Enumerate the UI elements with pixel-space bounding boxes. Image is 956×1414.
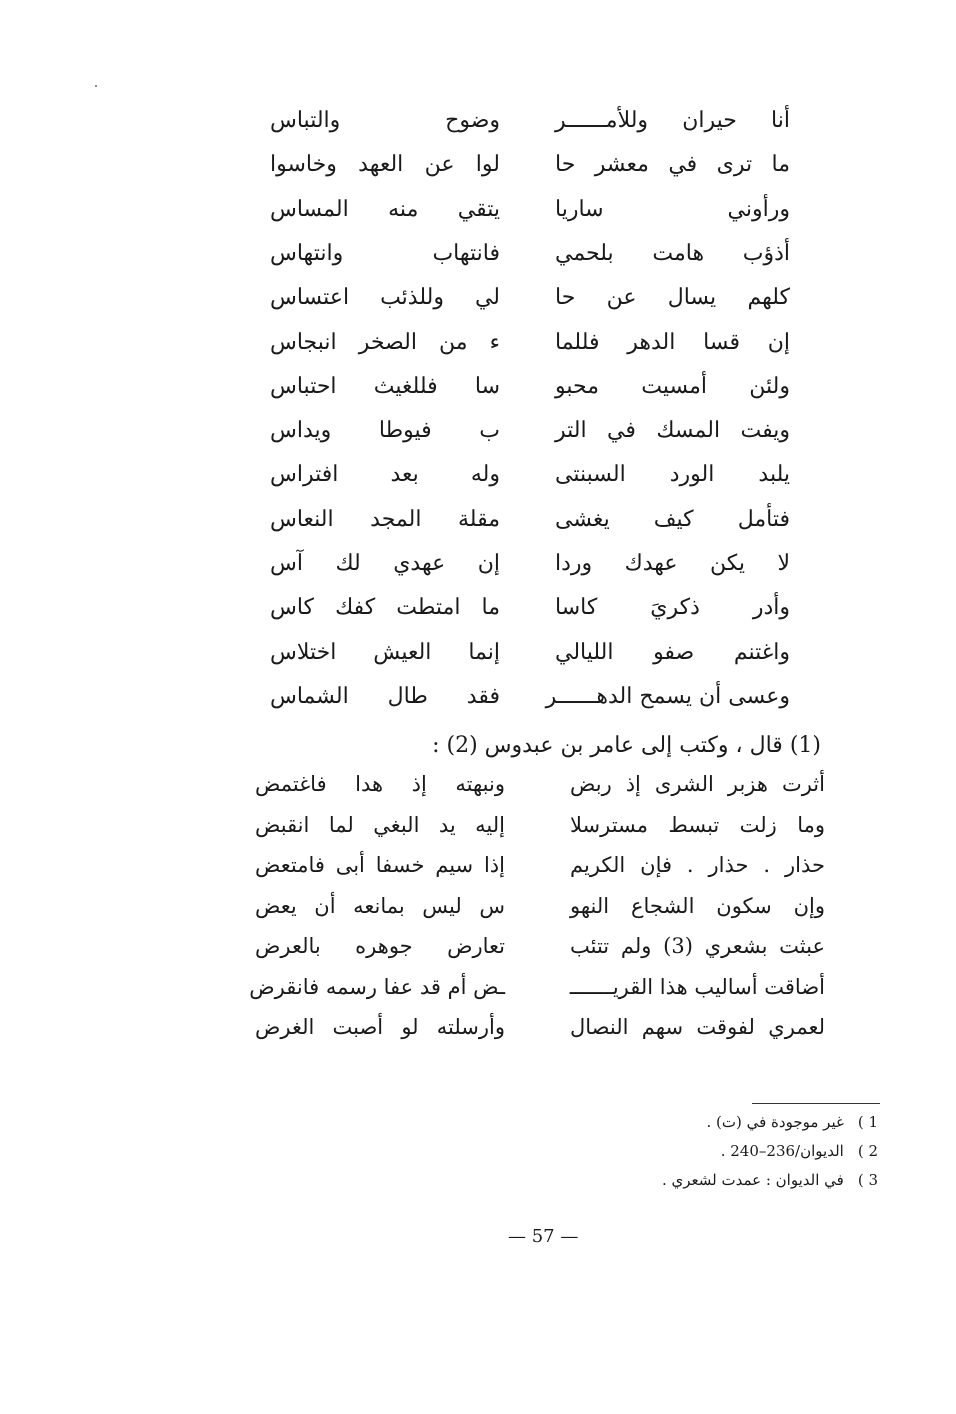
first-hemistich: ما ترى في معشر حا [555, 152, 790, 178]
verse-line [249, 974, 825, 1015]
footnote-text: الديوان/236–240 . [720, 1142, 844, 1160]
second-hemistich: سا فللغيث احتباس [270, 373, 500, 399]
first-hemistich: وأدر ذكريَ كاسا [555, 595, 790, 621]
first-hemistich: واغتنم صفو الليالي [555, 639, 790, 665]
second-hemistich: يتقي منه المساس [270, 196, 500, 222]
second-hemistich: وأرسلته لو أصبت الغرض [255, 1015, 505, 1039]
first-hemistich: أثرت هزبر الشرى إذ ربض [570, 772, 825, 796]
footnote-number: 2 ) [857, 1142, 878, 1160]
footnote-number: 3 ) [857, 1171, 878, 1189]
first-hemistich: وما زلت تبسط مسترسلا [570, 812, 825, 837]
verse-line [270, 241, 790, 285]
second-hemistich: لوا عن العهد وخاسوا [270, 152, 500, 178]
first-hemistich: ويفت المسك في التر [555, 418, 790, 444]
second-hemistich: مقلة المجد النعاس [270, 506, 500, 532]
first-hemistich: فتأمل كيف يغشى [555, 506, 790, 532]
first-hemistich: وعسى أن يسمح الدهــــــر [545, 683, 790, 709]
verse-line [255, 934, 825, 974]
second-hemistich: إذا سيم خسفا أبى فامتعض [255, 853, 505, 877]
second-hemistich: إنما العيش اختلاس [270, 639, 500, 665]
second-hemistich: فقد طال الشماس [270, 683, 500, 709]
second-hemistich: فانتهاب وانتهاس [270, 240, 500, 266]
footnote [662, 1142, 878, 1171]
first-hemistich: كلهم يسال عن حا [555, 285, 790, 311]
verse-line [270, 551, 790, 595]
verse-line [270, 285, 790, 329]
second-hemistich: وله بعد افتراس [270, 462, 500, 488]
second-hemistich: تعارض جوهره بالعرض [255, 934, 505, 958]
verse-line [270, 418, 790, 462]
footnote-text: غير موجودة في (ت) . [706, 1113, 844, 1131]
scan-speck [95, 85, 97, 87]
footnote [662, 1171, 878, 1200]
verse-line [255, 813, 825, 853]
verse-line [270, 640, 790, 684]
footnote-text: في الديوان : عمدت لشعري . [661, 1171, 844, 1189]
footnote [662, 1113, 878, 1142]
second-hemistich: إليه يد البغي لما انقبض [255, 812, 505, 837]
verse-line [270, 684, 790, 728]
first-hemistich: أذؤب هامت بلحمي [555, 240, 790, 266]
verse-line [270, 595, 790, 639]
verse-line [270, 108, 790, 152]
verse-line [270, 152, 790, 196]
second-hemistich: ء من الصخر انبجاس [270, 329, 500, 355]
first-hemistich: لعمري لفوقت سهم النصال [570, 1015, 825, 1039]
first-hemistich: حذار . حذار . فإن الكريم [570, 853, 825, 877]
verse-line [270, 374, 790, 418]
verse-line [270, 507, 790, 551]
verse-line [255, 1015, 825, 1055]
first-hemistich: إن قسا الدهر فللما [555, 329, 790, 355]
second-hemistich: س ليس بمانعه أن يعض [255, 893, 505, 918]
first-hemistich: يلبد الورد السبنتى [555, 462, 790, 488]
second-hemistich: ـض أم قد عفا رسمه فانقرض [249, 974, 505, 999]
page-number: — 57 — [508, 1226, 579, 1247]
verse-line [270, 197, 790, 241]
footnotes [662, 1113, 878, 1200]
second-hemistich: ب فيوطا ويداس [270, 418, 500, 444]
second-hemistich: ونبهته إذ هدا فاغتمض [255, 772, 505, 796]
second-hemistich: لي وللذئب اعتساس [270, 285, 500, 311]
verse-line [255, 853, 825, 893]
first-hemistich: أنا حيران وللأمــــــر [555, 108, 790, 133]
first-hemistich: عبثت بشعري (3) ولم تتئب [570, 934, 825, 958]
second-hemistich: وضوح والتباس [270, 108, 500, 133]
first-hemistich: ولئن أمسيت محبو [555, 373, 790, 399]
first-hemistich: لا يكن عهدك وردا [555, 551, 790, 576]
verse-line [270, 330, 790, 374]
second-hemistich: إن عهدي لك آس [270, 551, 500, 576]
first-hemistich: أضاقت أساليب هذا القريـــــــ [569, 974, 825, 999]
first-hemistich: ورأوني ساريا [555, 196, 790, 222]
first-hemistich: وإن سكون الشجاع النهو [570, 893, 825, 918]
verse-line [270, 462, 790, 506]
verse-line [255, 772, 825, 812]
footnote-number: 1 ) [857, 1113, 878, 1131]
footnote-rule [752, 1103, 880, 1104]
second-hemistich: ما امتطت كفك كاس [270, 595, 500, 621]
section-heading: (1) قال ، وكتب إلى عامر بن عبدوس (2) : [432, 733, 821, 758]
verse-line [255, 894, 825, 934]
